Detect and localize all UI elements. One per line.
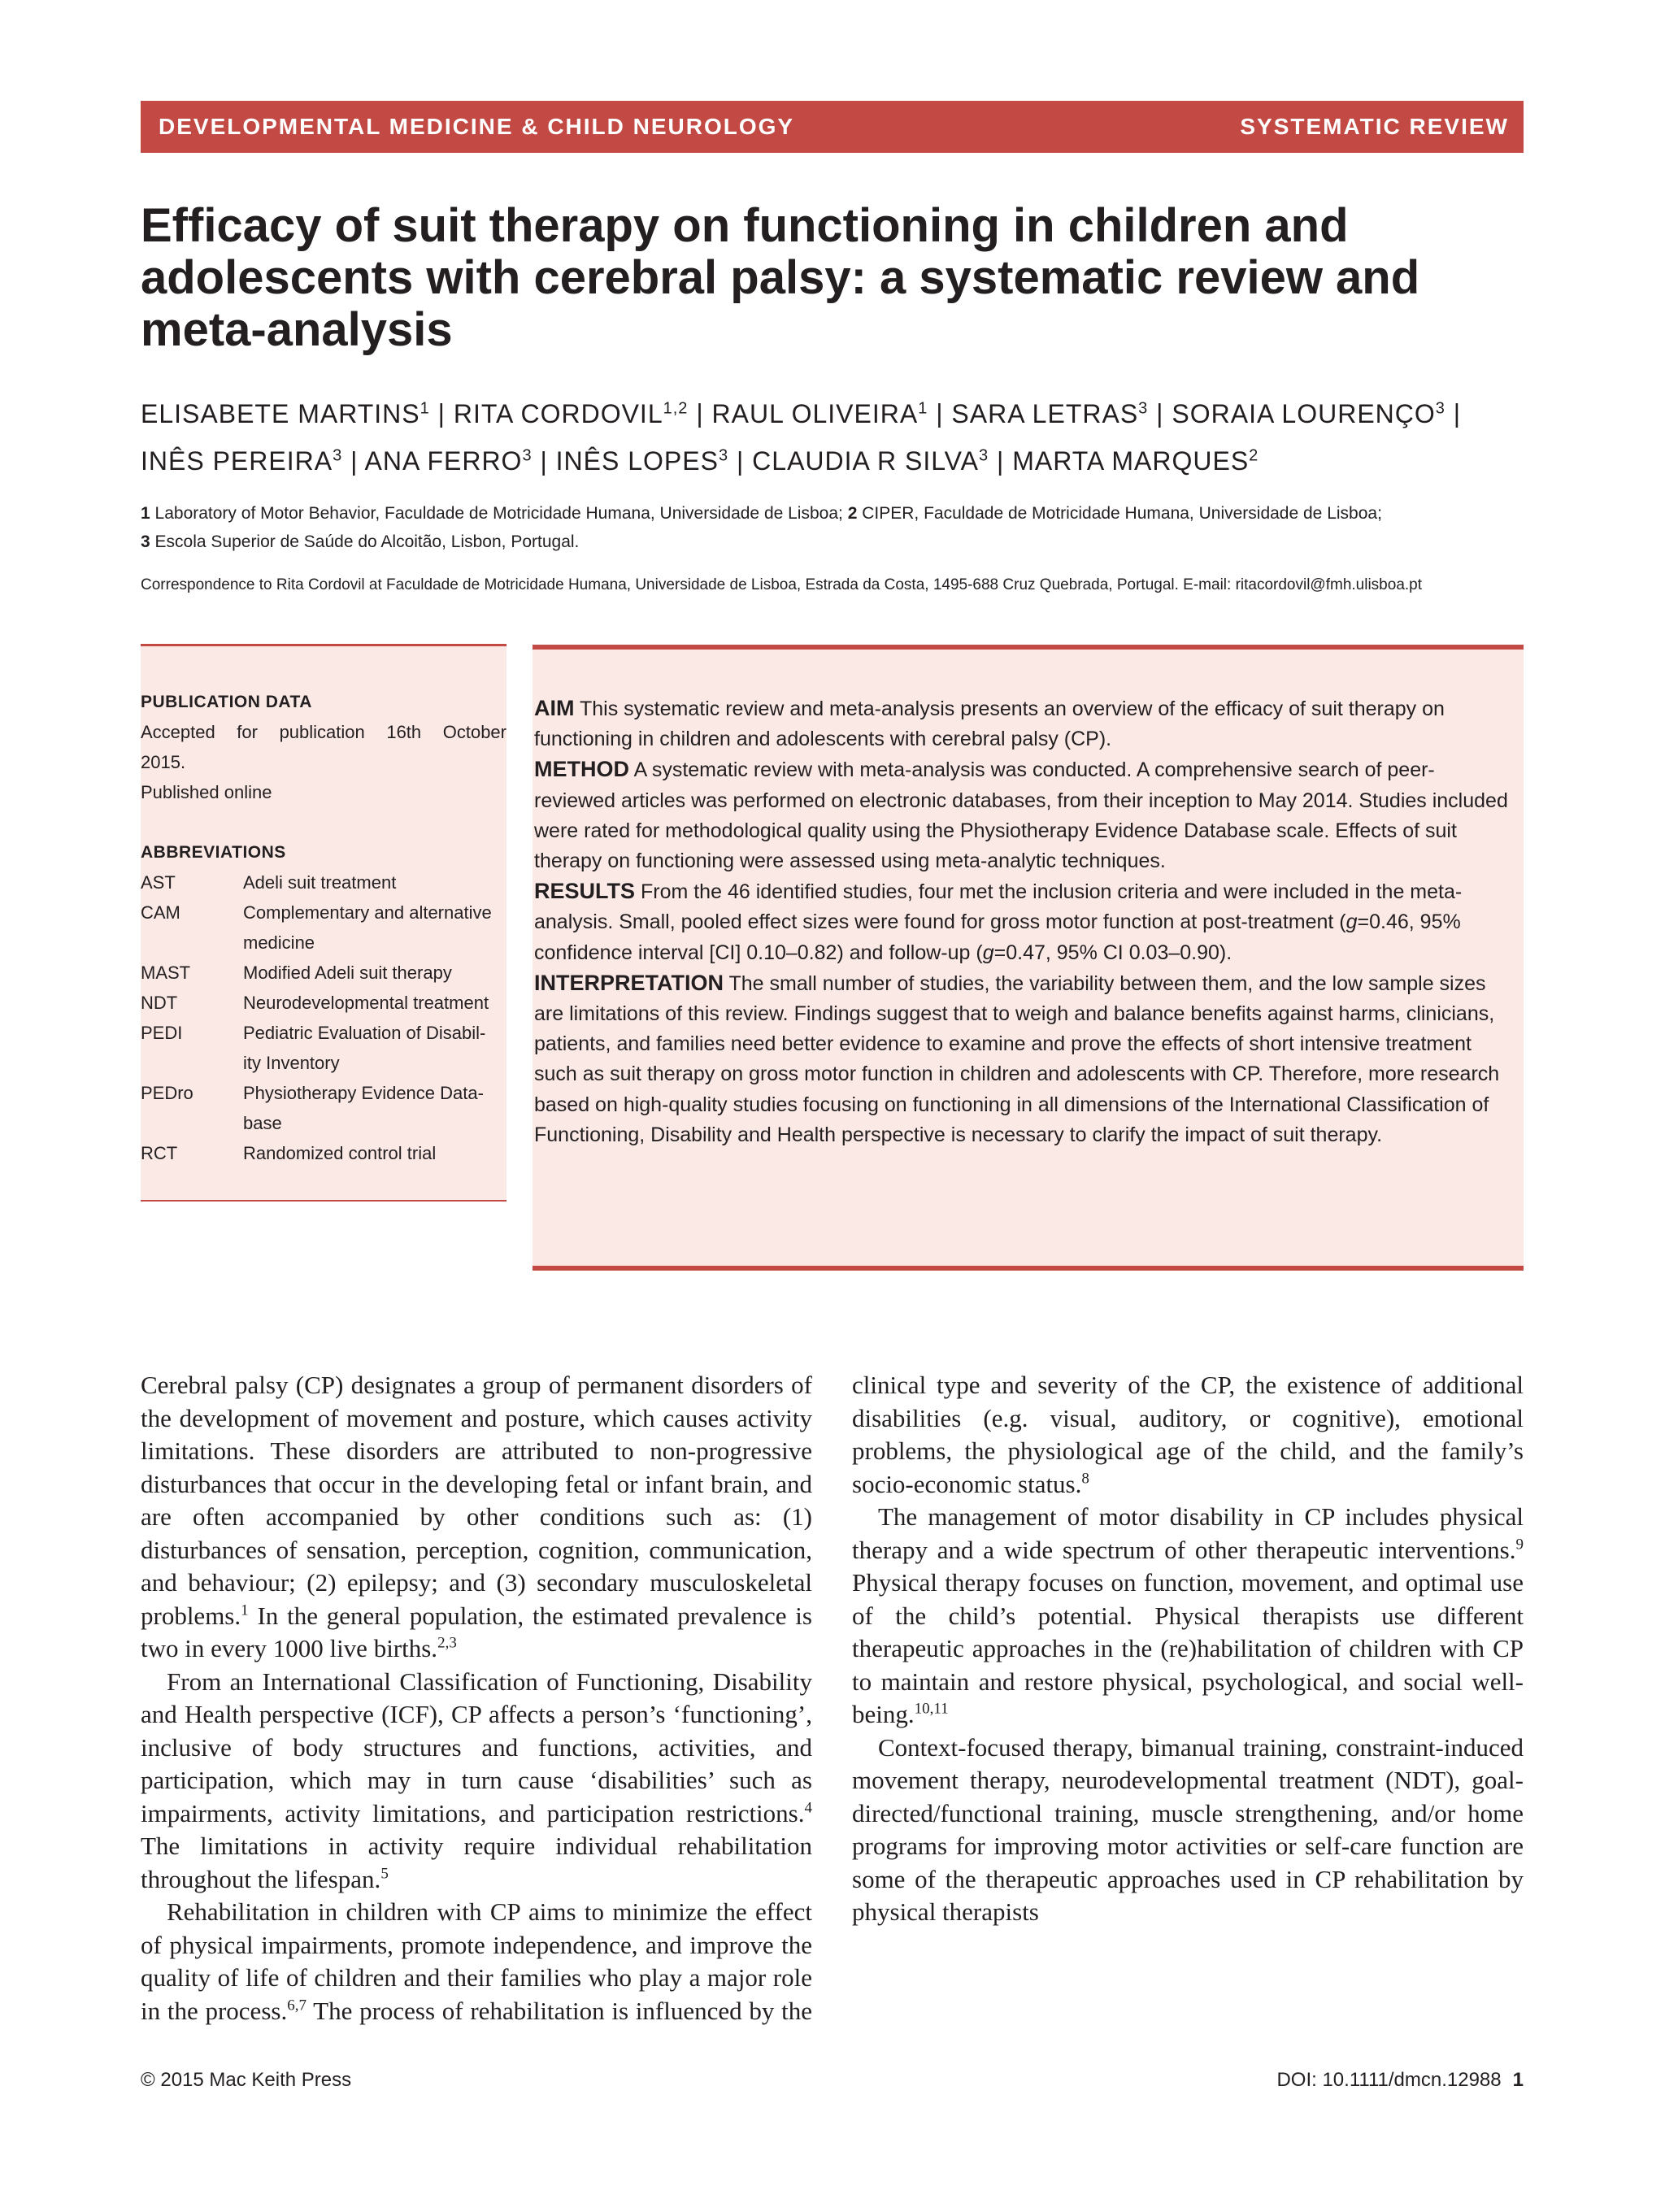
body-paragraph: Cerebral palsy (CP) designates a group of permanent disorders of the development of movement and posture, which causes activity limitations. These disorders are attributed to non-progressive disturbances that occur in the developing fetal or infant brain, and are often accompanied by other conditions such as: (1) disturbances of sensation, perception, cognition, communication, and behaviour; (2) epilepsy; and (3) secondary musculoskeletal problems.$^1$ In the general population, the estimated prevalence is two in every 1000 live births.$^{2,3}$ (141, 1371, 812, 1662)
abbreviation-row: CAM Complementary and alternative medicine (141, 902, 492, 953)
abbreviation-row: MAST Modified Adeli suit therapy (141, 963, 452, 983)
body-column-right (852, 1369, 1524, 1929)
affiliations: 1 Laboratory of Motor Behavior, Faculdade de Motricidade Humana, Universidade de Lisboa; 2 CIPER, Faculdade de Motricidade Humana, Universidade de Lisboa; 3 Escola Superior de Saúde do Alcoitão, Lisbon, Portugal. (141, 504, 1382, 551)
body-column-left (141, 1369, 812, 2027)
abbreviations-heading: ABBREVIATIONS (141, 843, 286, 862)
author: CLAUDIA R SILVA$^3$ (752, 446, 989, 476)
author: INÊS PEREIRA$^3$ (141, 446, 343, 476)
footer-doi: DOI: 10.1111/dmcn.12988 1 (1276, 2069, 1524, 2091)
abstract-method: METHOD A systematic review with meta-analysis was conducted. A comprehensive search of peer-reviewed articles was performed on electronic databases, from their inception to May 2014. Studies included were rated for methodological quality using the Physiotherapy Evidence Database scale. Effects of suit therapy on functioning were assessed using meta-analytic techniques. (534, 757, 1508, 873)
journal-banner (141, 101, 1524, 153)
abbreviation-row: NDT Neurodevelopmental treatment (141, 993, 489, 1013)
accepted-date: Accepted for publication 16th October (141, 722, 506, 742)
author: RAUL OLIVEIRA$^1$ (711, 398, 928, 428)
journal-name: DEVELOPMENTAL MEDICINE & CHILD NEUROLOGY (159, 114, 795, 139)
published-online: Published online (141, 782, 272, 802)
author: ELISABETE MARTINS$^1$ (141, 398, 430, 428)
abbreviation-row: PEDI Pediatric Evaluation of Disabil-ity Inventory (141, 1023, 486, 1073)
abbreviations-table (141, 867, 498, 1168)
author: ANA FERRO$^3$ (364, 446, 533, 476)
correspondence: Correspondence to Rita Cordovil at Faculdade de Motricidade Humana, Universidade de Lisboa, Estrada da Costa, 1495-688 Cruz Quebrada, Portugal. E-mail: ritacordovil@fmh.ulisboa.pt (141, 576, 1423, 593)
abbreviation-row: PEDro Physiotherapy Evidence Data-base (141, 1083, 484, 1133)
body-paragraph: From an International Classification of Functioning, Disability and Health perspective (ICF), CP affects a person’s ‘functioning’, inclusive of body structures and functions, activities, and participation, which may in turn cause ‘disabilities’ such as impairments, activity limitations, and participation restrictions.$^4$ The limitations in activity require individual rehabilitation throughout the lifespan.$^5$ (141, 1667, 812, 1893)
abbreviation-row: AST Adeli suit treatment (141, 872, 397, 893)
article-title: Efficacy of suit therapy on functioning in children and adolescents with cerebral palsy: a systematic review and meta-analysis (141, 199, 1420, 356)
publication-heading: PUBLICATION DATA (141, 693, 312, 711)
article-type: SYSTEMATIC REVIEW (1240, 114, 1509, 139)
page-number: 1 (1512, 2069, 1524, 2091)
abstract-box (533, 645, 1524, 1271)
accepted-year: 2015. (141, 752, 186, 772)
author: SORAIA LOURENÇO$^3$ (1172, 398, 1445, 428)
author-list: ELISABETE MARTINS$^1$ | RITA CORDOVIL$^{1,2}$ | RAUL OLIVEIRA$^1$ | SARA LETRAS$^3$ | SORAIA LOURENÇO$^3$ | INÊS PEREIRA$^3$ | ANA FERRO$^3$ | INÊS LOPES$^3$ | CLAUDIA R SILVA$^3$ | MARTA MARQUES$^2$ (141, 398, 1462, 476)
author: RITA CORDOVIL$^{1,2}$ (453, 398, 689, 428)
author: INÊS LOPES$^3$ (555, 446, 729, 476)
publication-data-box (141, 644, 506, 1202)
footer-copyright: © 2015 Mac Keith Press (141, 2069, 352, 2091)
body-paragraph: Rehabilitation in children with CP aims to minimize the effect of physical impairments, promote independence, and improve the quality of life of children and their families who play a major role in the process.$^{6,7}$ The process of rehabilitation is influenced by the (141, 1897, 812, 2025)
abstract-interpretation: INTERPRETATION The small number of studies, the variability between them, and the low sample sizes are limitations of this review. Findings suggest that to weigh and balance benefits against harms, clinicians, patients, and families need better evidence to examine and prove the effects of short intensive treatment such as suit therapy on gross motor function in children and adolescents with CP. Therefore, more research based on high-quality studies focusing on functioning in all dimensions of the International Classification of Functioning, Disability and Health perspective is necessary to clarify the impact of suit therapy. (534, 970, 1500, 1146)
author: SARA LETRAS$^3$ (951, 398, 1149, 428)
abstract-aim: AIM This systematic review and meta-analysis presents an overview of the efficacy of suit therapy on functioning in children and adolescents with cerebral palsy (CP). (534, 696, 1445, 751)
body-paragraph-continued: clinical type and severity of the CP, the existence of additional disabilities (e.g. visual, auditory, or cognitive), emotional problems, the physiological age of the child, and the family’s socio-economic status.$^8$ (852, 1371, 1524, 1498)
author: MARTA MARQUES$^2$ (1012, 446, 1259, 476)
abstract-results: RESULTS From the 46 identified studies, four met the inclusion criteria and were included in the meta-analysis. Small, pooled effect sizes were found for gross motor function at post-treatment (g=0.46, 95% confidence interval [CI] 0.10–0.82) and follow-up (g=0.47, 95% CI 0.03–0.90). (534, 879, 1463, 964)
abbreviation-row: RCT Randomized control trial (141, 1143, 437, 1163)
body-paragraph: Context-focused therapy, bimanual training, constraint-induced movement therapy, neurodevelopmental treatment (NDT), goal-directed/functional training, muscle strengthening, and/or home programs for improving motor activities or self-care function are some of the therapeutic approaches used in CP rehabilitation by physical therapists (852, 1732, 1524, 1926)
body-paragraph: The management of motor disability in CP includes physical therapy and a wide spectrum of other therapeutic interventions.$^9$ Physical therapy focuses on function, movement, and optimal use of the child’s potential. Physical therapists use different therapeutic approaches in the (re)habilitation of children with CP to maintain and restore physical, psychological, and social well-being.$^{10,11}$ (852, 1502, 1524, 1728)
